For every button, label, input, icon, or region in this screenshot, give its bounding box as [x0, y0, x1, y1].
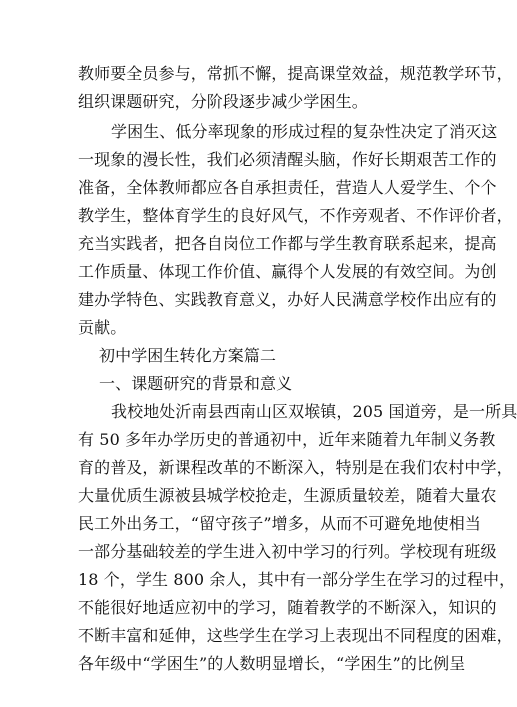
text-line: 有 50 多年办学历史的普通初中，近年来随着九年制义务教	[78, 430, 496, 449]
text-line: 学困生、低分率现象的形成过程的复杂性决定了消灭这	[111, 122, 498, 141]
text-line: 教师要全员参与，常抓不懈，提高课堂效益，规范教学环节，	[78, 64, 513, 83]
text-line: 我校地处沂南县西南山区双堠镇，205 国道旁，是一所具	[111, 402, 517, 421]
text-line: 建办学特色、实践教育意义，办好人民满意学校作出应有的	[78, 290, 497, 309]
text-line: 贡献。	[78, 318, 127, 337]
text-line: 各年级中“学困生”的人数明显增长，“学困生”的比例呈	[78, 654, 466, 673]
text-line: 准备，全体教师都应各自承担责任，营造人人爱学生、个个	[78, 178, 497, 197]
text-line: 大量优质生源被县城学校抢走，生源质量较差，随着大量农	[78, 486, 497, 505]
text-line: 育的普及，新课程改革的不断深入，特别是在我们农村中学，	[78, 458, 513, 477]
text-line: 一现象的漫长性，我们必须清醒头脑，作好长期艰苦工作的	[78, 150, 497, 169]
text-line: 不断丰富和延伸，这些学生在学习上表现出不同程度的困难，	[78, 626, 513, 645]
text-line: 不能很好地适应初中的学习，随着教学的不断深入，知识的	[78, 598, 497, 617]
section-subheading: 一、课题研究的背景和意义	[99, 374, 293, 393]
text-line: 一部分基础较差的学生进入初中学习的行列。学校现有班级	[78, 542, 497, 561]
text-line: 教学生，整体育学生的良好风气，不作旁观者、不作评价者，	[78, 206, 513, 225]
text-line: 18 个，学生 800 余人，其中有一部分学生在学习的过程中，	[78, 570, 516, 589]
section-heading: 初中学困生转化方案篇二	[99, 346, 277, 365]
text-line: 民工外出务工，“留守孩子”增多，从而不可避免地使相当	[78, 514, 481, 533]
text-line: 组织课题研究，分阶段逐步减少学困生。	[78, 92, 368, 111]
text-line: 工作质量、体现工作价值、赢得个人发展的有效空间。为创	[78, 262, 497, 281]
text-line: 充当实践者，把各自岗位工作都与学生教育联系起来，提高	[78, 234, 497, 253]
